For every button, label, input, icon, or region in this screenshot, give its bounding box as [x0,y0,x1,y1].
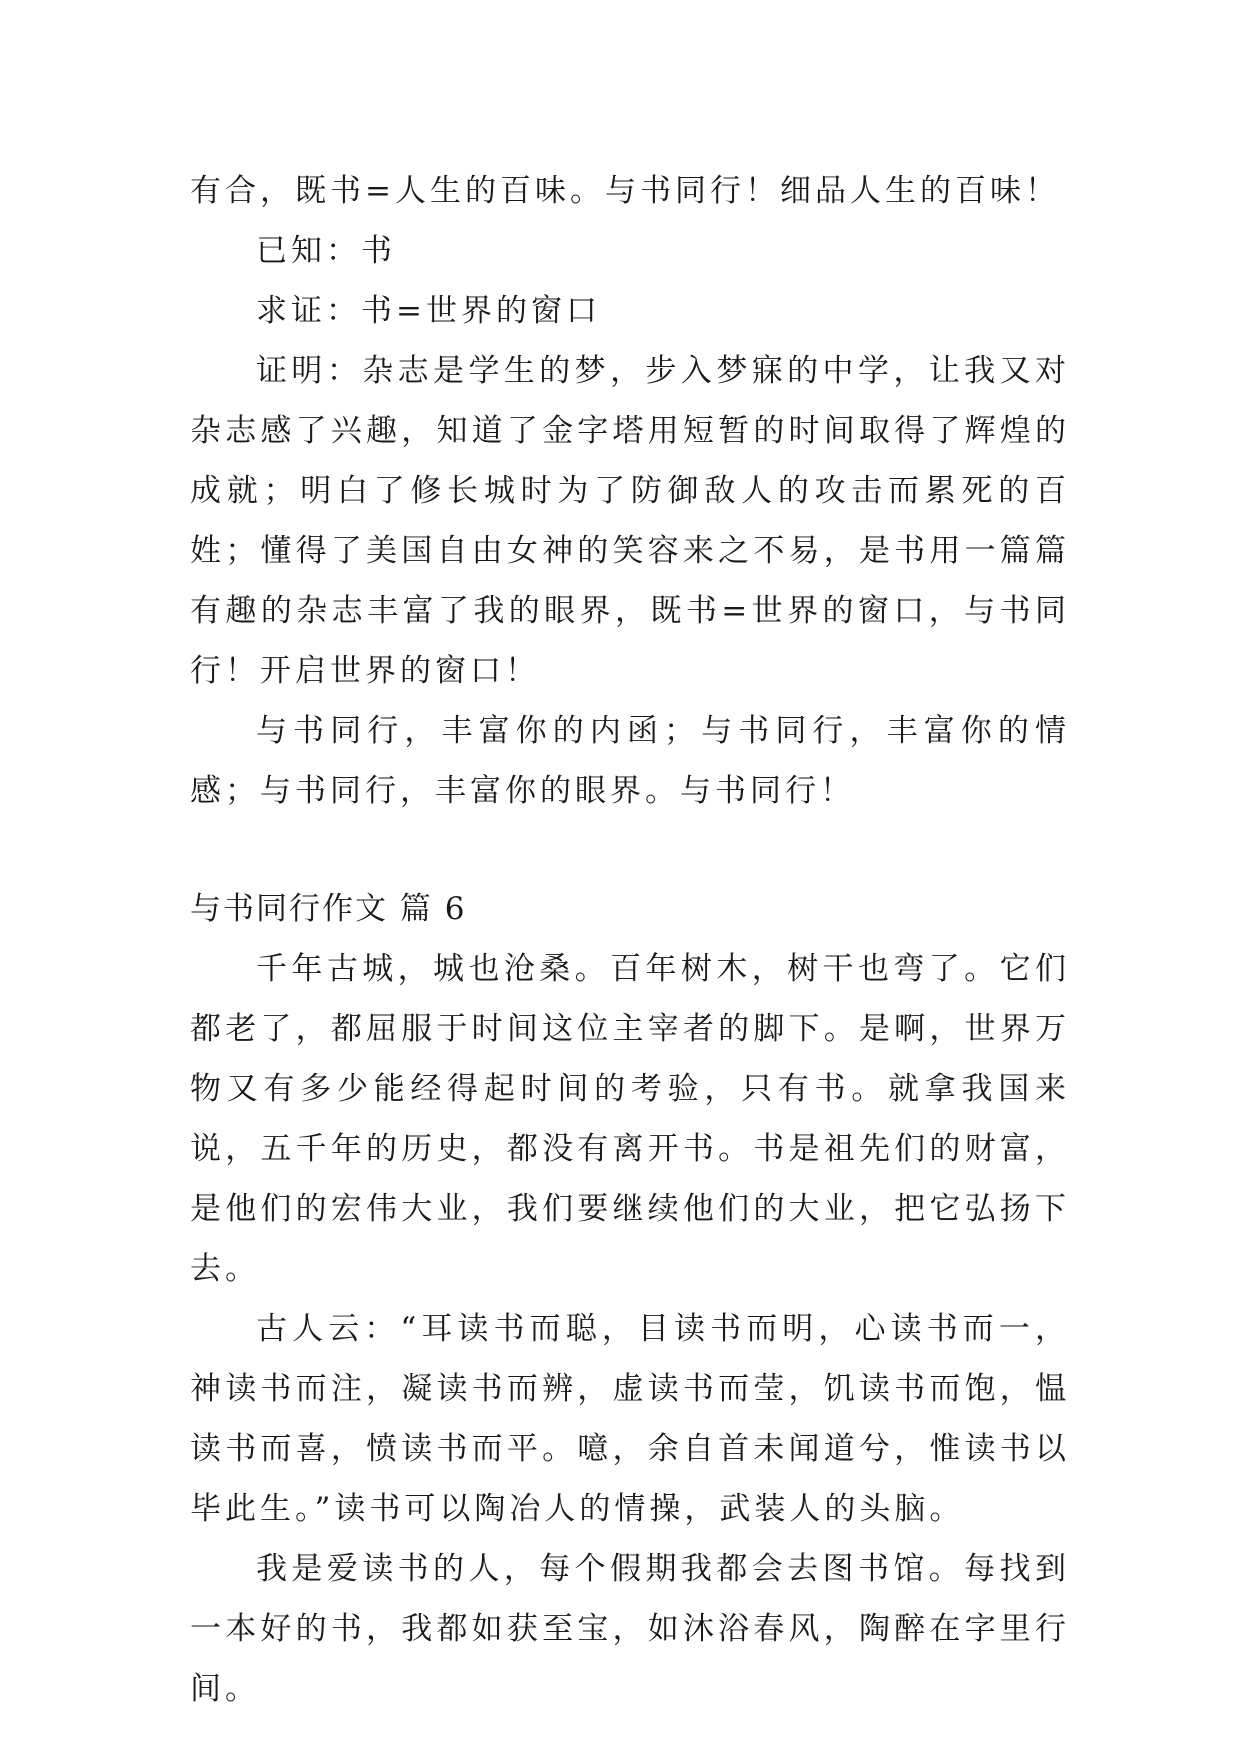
paragraph: 已知：书 [256,233,396,269]
paragraph: 千年古城，城也沧桑。百年树木，树干也弯了。它们都老了，都屈服于时间这位主宰者的脚下。是啊，世界万物又有多少能经得起时间的考验，只有书。就拿我国来说，五千年的历史，都没有离开书。书是祖先们的财富，是他们的宏伟大业，我们要继续他们的大业，把它弘扬下去。 [190,951,1070,1287]
paragraph: 求证：书=世界的窗口 [256,293,601,329]
paragraph: 我是爱读书的人，每个假期我都会去图书馆。每找到一本好的书，我都如获至宝，如沐浴春风，陶醉在字里行间。 [190,1551,1070,1707]
paragraph: 古人云：“耳读书而聪，目读书而明，心读书而一，神读书而注，凝读书而辨，虚读书而莹，饥读书而饱，愠读书而喜，愤读书而平。噫，余自首未闻道兮，惟读书以毕此生。”读书可以陶冶人的情操，武装人的头脑。 [190,1311,1070,1527]
paragraph: 与书同行，丰富你的内函；与书同行，丰富你的情感；与书同行，丰富你的眼界。与书同行！ [190,713,1070,809]
paragraph: 有合，既书=人生的百味。与书同行！细品人生的百味！ [190,173,1060,209]
section-heading: 与书同行作文 篇 6 [190,891,467,927]
paragraph: 证明：杂志是学生的梦，步入梦寐的中学，让我又对杂志感了兴趣，知道了金字塔用短暂的时间取得了辉煌的成就；明白了修长城时为了防御敌人的攻击而累死的百姓；懂得了美国自由女神的笑容来之不易，是书用一篇篇有趣的杂志丰富了我的眼界，既书=世界的窗口，与书同行！开启世界的窗口！ [190,353,1070,689]
document-body [190,161,1070,1719]
